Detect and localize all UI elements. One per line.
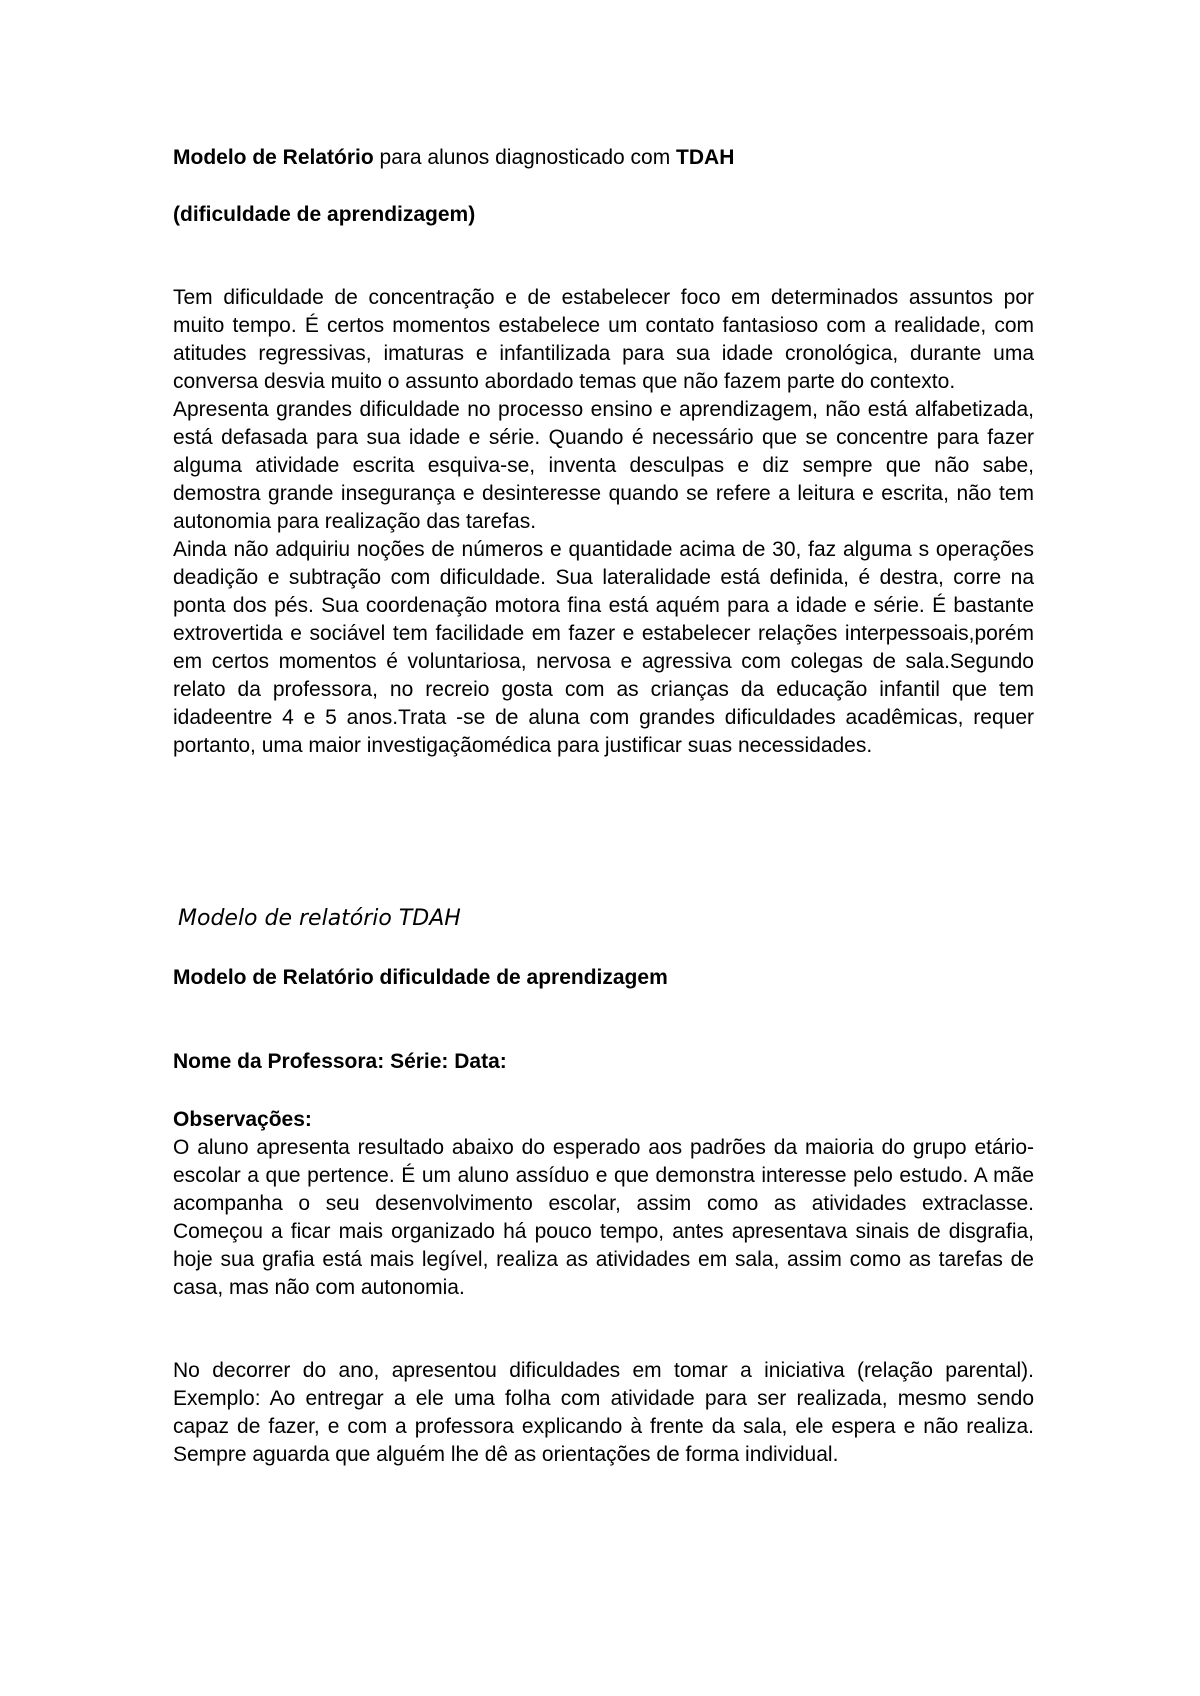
report-one-paragraph-2: Apresenta grandes dificuldade no processo ensino e aprendizagem, não está alfabetizada, está defasada para sua idade e série. Quando é necessário que se concentre para fazer alguma atividade escrita esquiva-se, inventa desculpas e diz sempre que não sabe, demostra grande insegurança e desinteresse quando se refere a leitura e escrita, não tem autonomia para realização das tarefas. [173, 398, 1034, 533]
form-fields-line: Nome da Professora: Série: Data: [173, 1050, 507, 1073]
report-two-paragraph-1: O aluno apresenta resultado abaixo do esperado aos padrões da maioria do grupo etário-escolar a que pertence. É um aluno assíduo e que demonstra interesse pelo estudo. A mãe acompanha o seu desenvolvimento escolar, assim como as atividades extraclasse. Começou a ficar mais organizado há pouco tempo, antes apresentava sinais de disgrafia, hoje sua grafia está mais legível, realiza as atividades em sala, assim como as tarefas de casa, mas não com autonomia. [173, 1136, 1034, 1299]
section-heading-learning: Modelo de Relatório dificuldade de aprendizagem [173, 966, 668, 989]
report-two-paragraph-2: No decorrer do ano, apresentou dificuldades em tomar a iniciativa (relação parental). Exemplo: Ao entregar a ele uma folha com atividade para ser realizada, mesmo sendo capaz de fazer, e com a professora explicando à frente da sala, ele espera e não realiza. Sempre aguarda que alguém lhe dê as orientações de forma individual. [173, 1359, 1034, 1466]
report-one-paragraph-3: Ainda não adquiriu noções de números e quantidade acima de 30, faz alguma s operações deadição e subtração com dificuldade. Sua lateralidade está definida, é destra, corre na ponta dos pés. Sua coordenação motora fina está aquém para a idade e série. É bastante extrovertida e sociável tem facilidade em fazer e estabelecer relações interpessoais,porém em certos momentos é voluntariosa, nervosa e agressiva com colegas de sala.Segundo relato da professora, no recreio gosta com as crianças da educação infantil que tem idadeentre 4 e 5 anos.Trata -se de aluna com grandes dificuldades acadêmicas, requer portanto, uma maior investigaçãomédica para justificar suas necessidades. [173, 538, 1034, 757]
report-one [173, 284, 1034, 760]
observations-label: Observações: [173, 1108, 312, 1131]
document-title [173, 146, 734, 170]
title-bold-part: Modelo de Relatório [173, 146, 374, 169]
title-regular-part: para alunos diagnosticado com [373, 146, 677, 169]
section-heading-tdah: Modelo de relatório TDAH [178, 906, 461, 931]
report-one-paragraph-1: Tem dificuldade de concentração e de estabelecer foco em determinados assuntos por muito tempo. É certos momentos estabelece um contato fantasioso com a realidade, com atitudes regressivas, imaturas e infantilizada para sua idade cronológica, durante uma conversa desvia muito o assunto abordado temas que não fazem parte do contexto. [173, 286, 1034, 393]
title-tdah: TDAH [676, 146, 735, 169]
document-subtitle: (dificuldade de aprendizagem) [173, 203, 476, 226]
